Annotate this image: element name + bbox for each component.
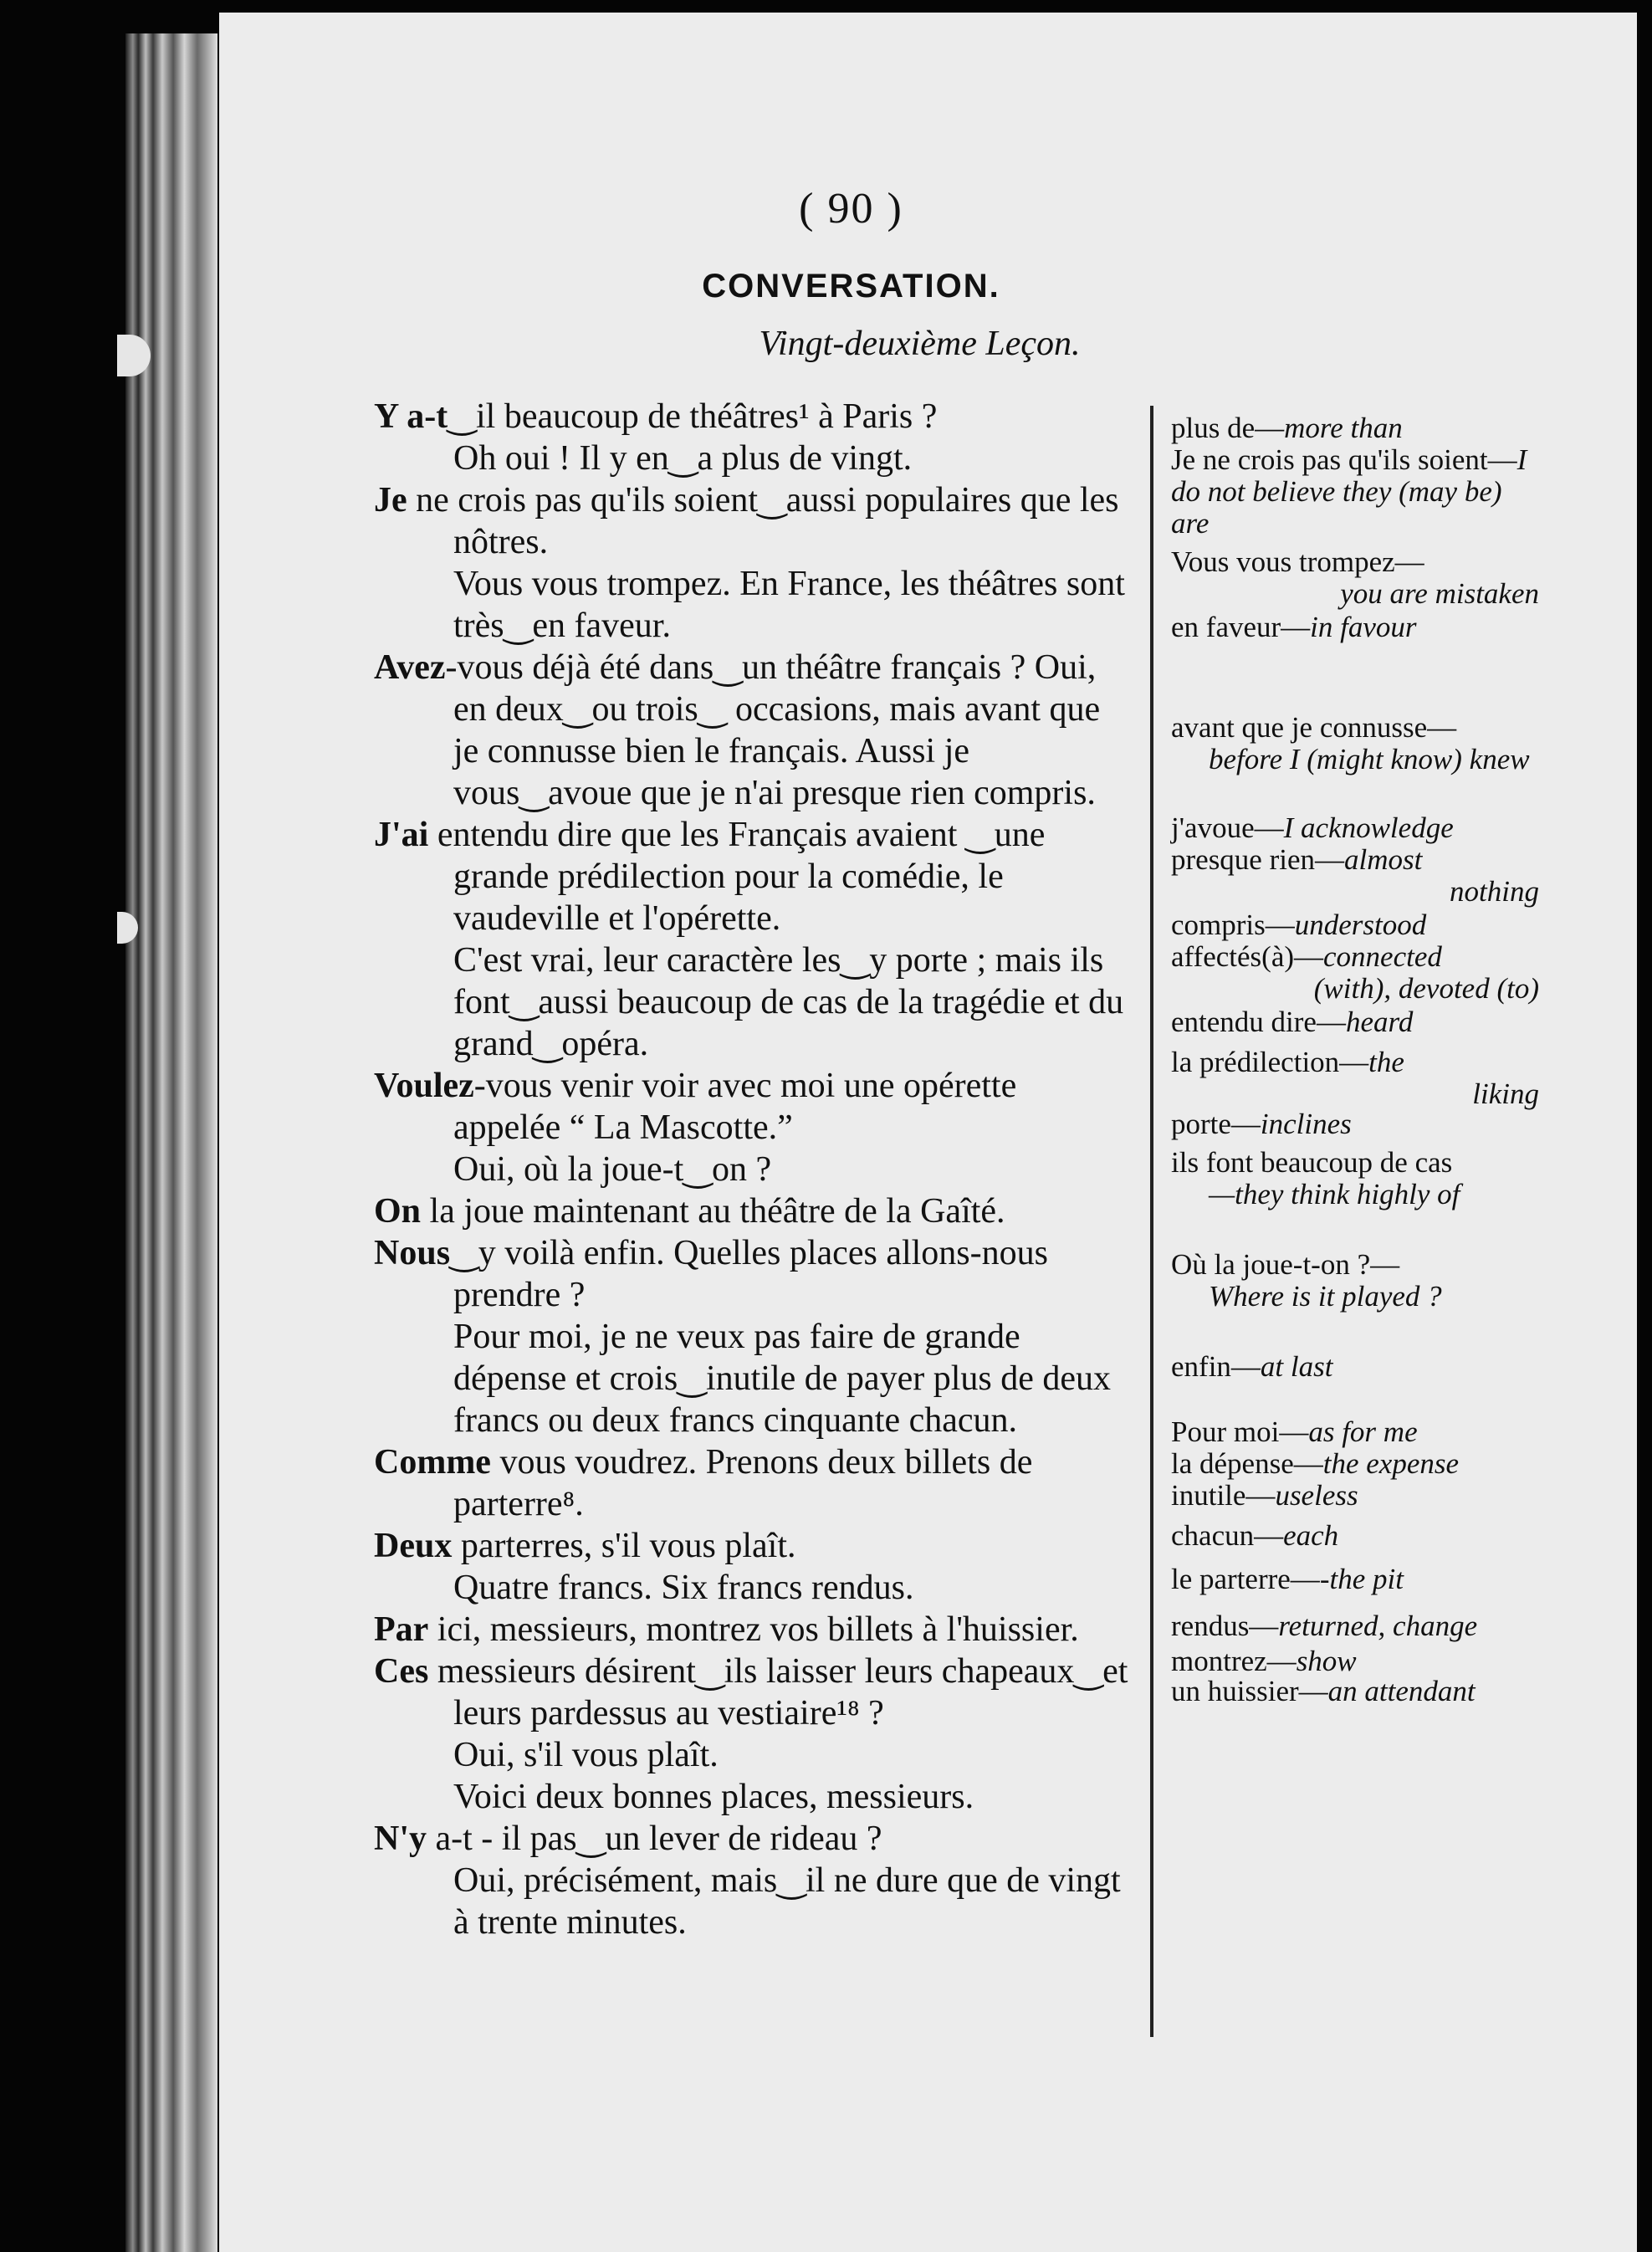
speaker-lead: Comme bbox=[374, 1443, 491, 1482]
dialogue-text: ici, messieurs, montrez vos billets à l'huissier. bbox=[428, 1610, 1079, 1649]
glossary-note bbox=[1171, 1610, 1539, 1642]
glossary-note bbox=[1171, 909, 1539, 941]
glossary-french: Pour moi— bbox=[1171, 1415, 1309, 1448]
glossary-english: returned, change bbox=[1278, 1610, 1478, 1642]
glossary-french: la dépense— bbox=[1171, 1447, 1323, 1480]
glossary-english: heard bbox=[1345, 1006, 1414, 1038]
glossary-note bbox=[1171, 812, 1539, 844]
dialogue-text: ‿y voilà enfin. Quelles places allons-nous prendre ? bbox=[450, 1234, 1048, 1314]
dialogue-text: entendu dire que les Français avaient ‿une grande prédilection pour la comédie, le vaudeville et l'opérette. bbox=[428, 816, 1046, 938]
glossary-french: Où la joue-t-on ?— bbox=[1171, 1248, 1400, 1281]
dialogue-text: a-t - il pas‿un lever de rideau ? bbox=[427, 1820, 882, 1858]
page-title: CONVERSATION. bbox=[702, 268, 1000, 305]
glossary-english-cont: Where is it played ? bbox=[1209, 1280, 1442, 1313]
glossary-note bbox=[1171, 612, 1539, 643]
dialogue-line bbox=[374, 1734, 1131, 1776]
glossary-french: en faveur— bbox=[1171, 611, 1311, 643]
dialogue-line bbox=[374, 1525, 1131, 1567]
glossary-note bbox=[1171, 1480, 1539, 1512]
dialogue-column bbox=[374, 396, 1131, 1943]
speaker-lead: On bbox=[374, 1192, 422, 1231]
glossary-french: j'avoue— bbox=[1171, 811, 1284, 844]
dialogue-text: parterres, s'il vous plaît. bbox=[452, 1527, 796, 1565]
glossary-english: at last bbox=[1260, 1350, 1333, 1383]
glossary-note bbox=[1171, 1351, 1539, 1383]
glossary-english-cont: —they think highly of bbox=[1209, 1178, 1460, 1210]
speaker-lead: Avez bbox=[374, 648, 446, 687]
glossary-french: un huissier— bbox=[1171, 1675, 1328, 1707]
dialogue-text: Oh oui ! Il y en‿a plus de vingt. bbox=[453, 439, 913, 478]
dialogue-line bbox=[374, 396, 1131, 438]
dialogue-line bbox=[374, 479, 1131, 563]
speaker-lead: J'ai bbox=[374, 816, 429, 854]
glossary-note bbox=[1171, 1249, 1539, 1313]
dialogue-line bbox=[374, 1190, 1131, 1232]
glossary-french: rendus— bbox=[1171, 1610, 1279, 1642]
glossary-french: Je ne crois pas qu'ils soient— bbox=[1171, 443, 1517, 476]
dialogue-text: la joue maintenant au théâtre de la Gaîté. bbox=[421, 1192, 1005, 1231]
dialogue-line bbox=[374, 1651, 1131, 1734]
speaker-lead: Deux bbox=[374, 1527, 453, 1565]
glossary-note bbox=[1171, 844, 1539, 908]
glossary-english: inclines bbox=[1260, 1108, 1352, 1140]
dialogue-line bbox=[374, 438, 1131, 479]
dialogue-line bbox=[374, 939, 1131, 1065]
glossary-french: compris— bbox=[1171, 908, 1295, 941]
dialogue-line bbox=[374, 1065, 1131, 1149]
glossary-english-cont: liking bbox=[1472, 1077, 1539, 1110]
glossary-english: show bbox=[1296, 1645, 1357, 1677]
glossary-french: Vous vous trompez— bbox=[1171, 545, 1424, 578]
dialogue-line bbox=[374, 1609, 1131, 1651]
glossary-note bbox=[1171, 546, 1539, 610]
dialogue-line bbox=[374, 1860, 1131, 1943]
dialogue-text: Quatre francs. Six francs rendus. bbox=[453, 1569, 914, 1607]
dialogue-line bbox=[374, 1818, 1131, 1860]
glossary-french: le parterre— bbox=[1171, 1563, 1320, 1595]
glossary-english-cont: nothing bbox=[1450, 875, 1539, 908]
glossary-english: useless bbox=[1275, 1479, 1358, 1512]
glossary-note bbox=[1171, 444, 1539, 540]
glossary-english-cont: you are mistaken bbox=[1340, 577, 1539, 610]
glossary-english: -the pit bbox=[1319, 1563, 1404, 1595]
glossary-french: entendu dire— bbox=[1171, 1006, 1346, 1038]
dialogue-line bbox=[374, 1232, 1131, 1316]
dialogue-line bbox=[374, 1776, 1131, 1818]
glossary-note bbox=[1171, 1564, 1539, 1595]
glossary-note bbox=[1171, 412, 1539, 444]
speaker-lead: Voulez bbox=[374, 1067, 474, 1105]
glossary-note bbox=[1171, 1645, 1539, 1677]
glossary-french: enfin— bbox=[1171, 1350, 1261, 1383]
dialogue-text: -vous déjà été dans‿un théâtre français ? Oui, en deux‿ou trois‿ occasions, mais avant que je connusse bien le français. Aussi je vous‿avoue que je n'ai presque rien compris. bbox=[445, 648, 1101, 812]
dialogue-line bbox=[374, 814, 1131, 939]
column-divider bbox=[1150, 406, 1153, 2037]
dialogue-text: vous voudrez. Prenons deux billets de parterre⁸. bbox=[453, 1443, 1033, 1523]
speaker-lead: Y a-t bbox=[374, 397, 448, 436]
glossary-french: porte— bbox=[1171, 1108, 1261, 1140]
dialogue-text: C'est vrai, leur caractère les‿y porte ; mais ils font‿aussi beaucoup de cas de la tragédie et du grand‿opéra. bbox=[453, 941, 1124, 1063]
speaker-lead: Par bbox=[374, 1610, 429, 1649]
dialogue-text: Oui, s'il vous plaît. bbox=[453, 1736, 719, 1774]
speaker-lead: Ces bbox=[374, 1652, 429, 1691]
glossary-french: affectés(à)— bbox=[1171, 940, 1324, 973]
speaker-lead: Je bbox=[374, 481, 407, 519]
glossary-english-cont: (with), devoted (to) bbox=[1313, 972, 1539, 1005]
dialogue-text: Vous vous trompez. En France, les théâtres sont très‿en faveur. bbox=[453, 565, 1125, 645]
glossary-french: montrez— bbox=[1171, 1645, 1297, 1677]
glossary-note bbox=[1171, 1147, 1539, 1210]
lesson-subtitle: Vingt-deuxième Leçon. bbox=[759, 325, 1081, 363]
glossary-english: I acknowledge bbox=[1283, 811, 1454, 844]
glossary-note bbox=[1171, 941, 1539, 1005]
speaker-lead: N'y bbox=[374, 1820, 427, 1858]
glossary-english-cont: before I (might know) knew bbox=[1209, 743, 1530, 775]
glossary-english: almost bbox=[1344, 843, 1423, 876]
glossary-english: in favour bbox=[1310, 611, 1417, 643]
glossary-english: an attendant bbox=[1327, 1675, 1476, 1707]
dialogue-text: Oui, où la joue-t‿on ? bbox=[453, 1150, 772, 1189]
dialogue-line bbox=[374, 1316, 1131, 1441]
glossary-note bbox=[1171, 1108, 1539, 1140]
glossary-note bbox=[1171, 1448, 1539, 1480]
glossary-french: chacun— bbox=[1171, 1519, 1284, 1552]
glossary-english: connected bbox=[1323, 940, 1442, 973]
dialogue-text: messieurs désirent‿ils laisser leurs chapeaux‿et leurs pardessus au vestiaire¹⁸ ? bbox=[428, 1652, 1128, 1733]
glossary-note bbox=[1171, 712, 1539, 775]
dialogue-line bbox=[374, 647, 1131, 814]
glossary-english: the expense bbox=[1322, 1447, 1460, 1480]
dialogue-text: ne crois pas qu'ils soient‿aussi populaires que les nôtres. bbox=[407, 481, 1119, 561]
glossary-english: understood bbox=[1294, 908, 1427, 941]
glossary-note bbox=[1171, 1520, 1539, 1552]
book-page bbox=[219, 13, 1637, 2252]
glossary-french: avant que je connusse— bbox=[1171, 711, 1457, 744]
dialogue-line bbox=[374, 1567, 1131, 1609]
dialogue-text: ‿il beaucoup de théâtres¹ à Paris ? bbox=[448, 397, 938, 436]
glossary-french: presque rien— bbox=[1171, 843, 1345, 876]
glossary-note bbox=[1171, 1047, 1539, 1110]
speaker-lead: Nous bbox=[374, 1234, 451, 1272]
dialogue-text: Voici deux bonnes places, messieurs. bbox=[453, 1778, 974, 1816]
dialogue-text: Oui, précisément, mais‿il ne dure que de vingt à trente minutes. bbox=[453, 1861, 1121, 1942]
glossary-french: inutile— bbox=[1171, 1479, 1276, 1512]
glossary-french: plus de— bbox=[1171, 412, 1285, 444]
dialogue-line bbox=[374, 563, 1131, 647]
dialogue-line bbox=[374, 1441, 1131, 1525]
glossary-french: ils font beaucoup de cas bbox=[1171, 1146, 1453, 1179]
glossary-english: the bbox=[1368, 1046, 1404, 1078]
glossary-note bbox=[1171, 1416, 1539, 1448]
page-number: ( 90 ) bbox=[799, 185, 903, 233]
glossary-english: each bbox=[1283, 1519, 1339, 1552]
glossary-note bbox=[1171, 1006, 1539, 1038]
dialogue-line bbox=[374, 1149, 1131, 1190]
glossary-english: as for me bbox=[1308, 1415, 1418, 1448]
glossary-french: la prédilection— bbox=[1171, 1046, 1369, 1078]
glossary-english: more than bbox=[1284, 412, 1403, 444]
dialogue-text: -vous venir voir avec moi une opérette appelée “ La Mascotte.” bbox=[453, 1067, 1017, 1147]
glossary-note bbox=[1171, 1676, 1539, 1707]
dialogue-text: Pour moi, je ne veux pas faire de grande dépense et crois‿inutile de payer plus de deux francs ou deux francs cinquante chacun. bbox=[453, 1318, 1112, 1440]
glossary-english: I do not believe they (may be) are bbox=[1171, 443, 1527, 540]
